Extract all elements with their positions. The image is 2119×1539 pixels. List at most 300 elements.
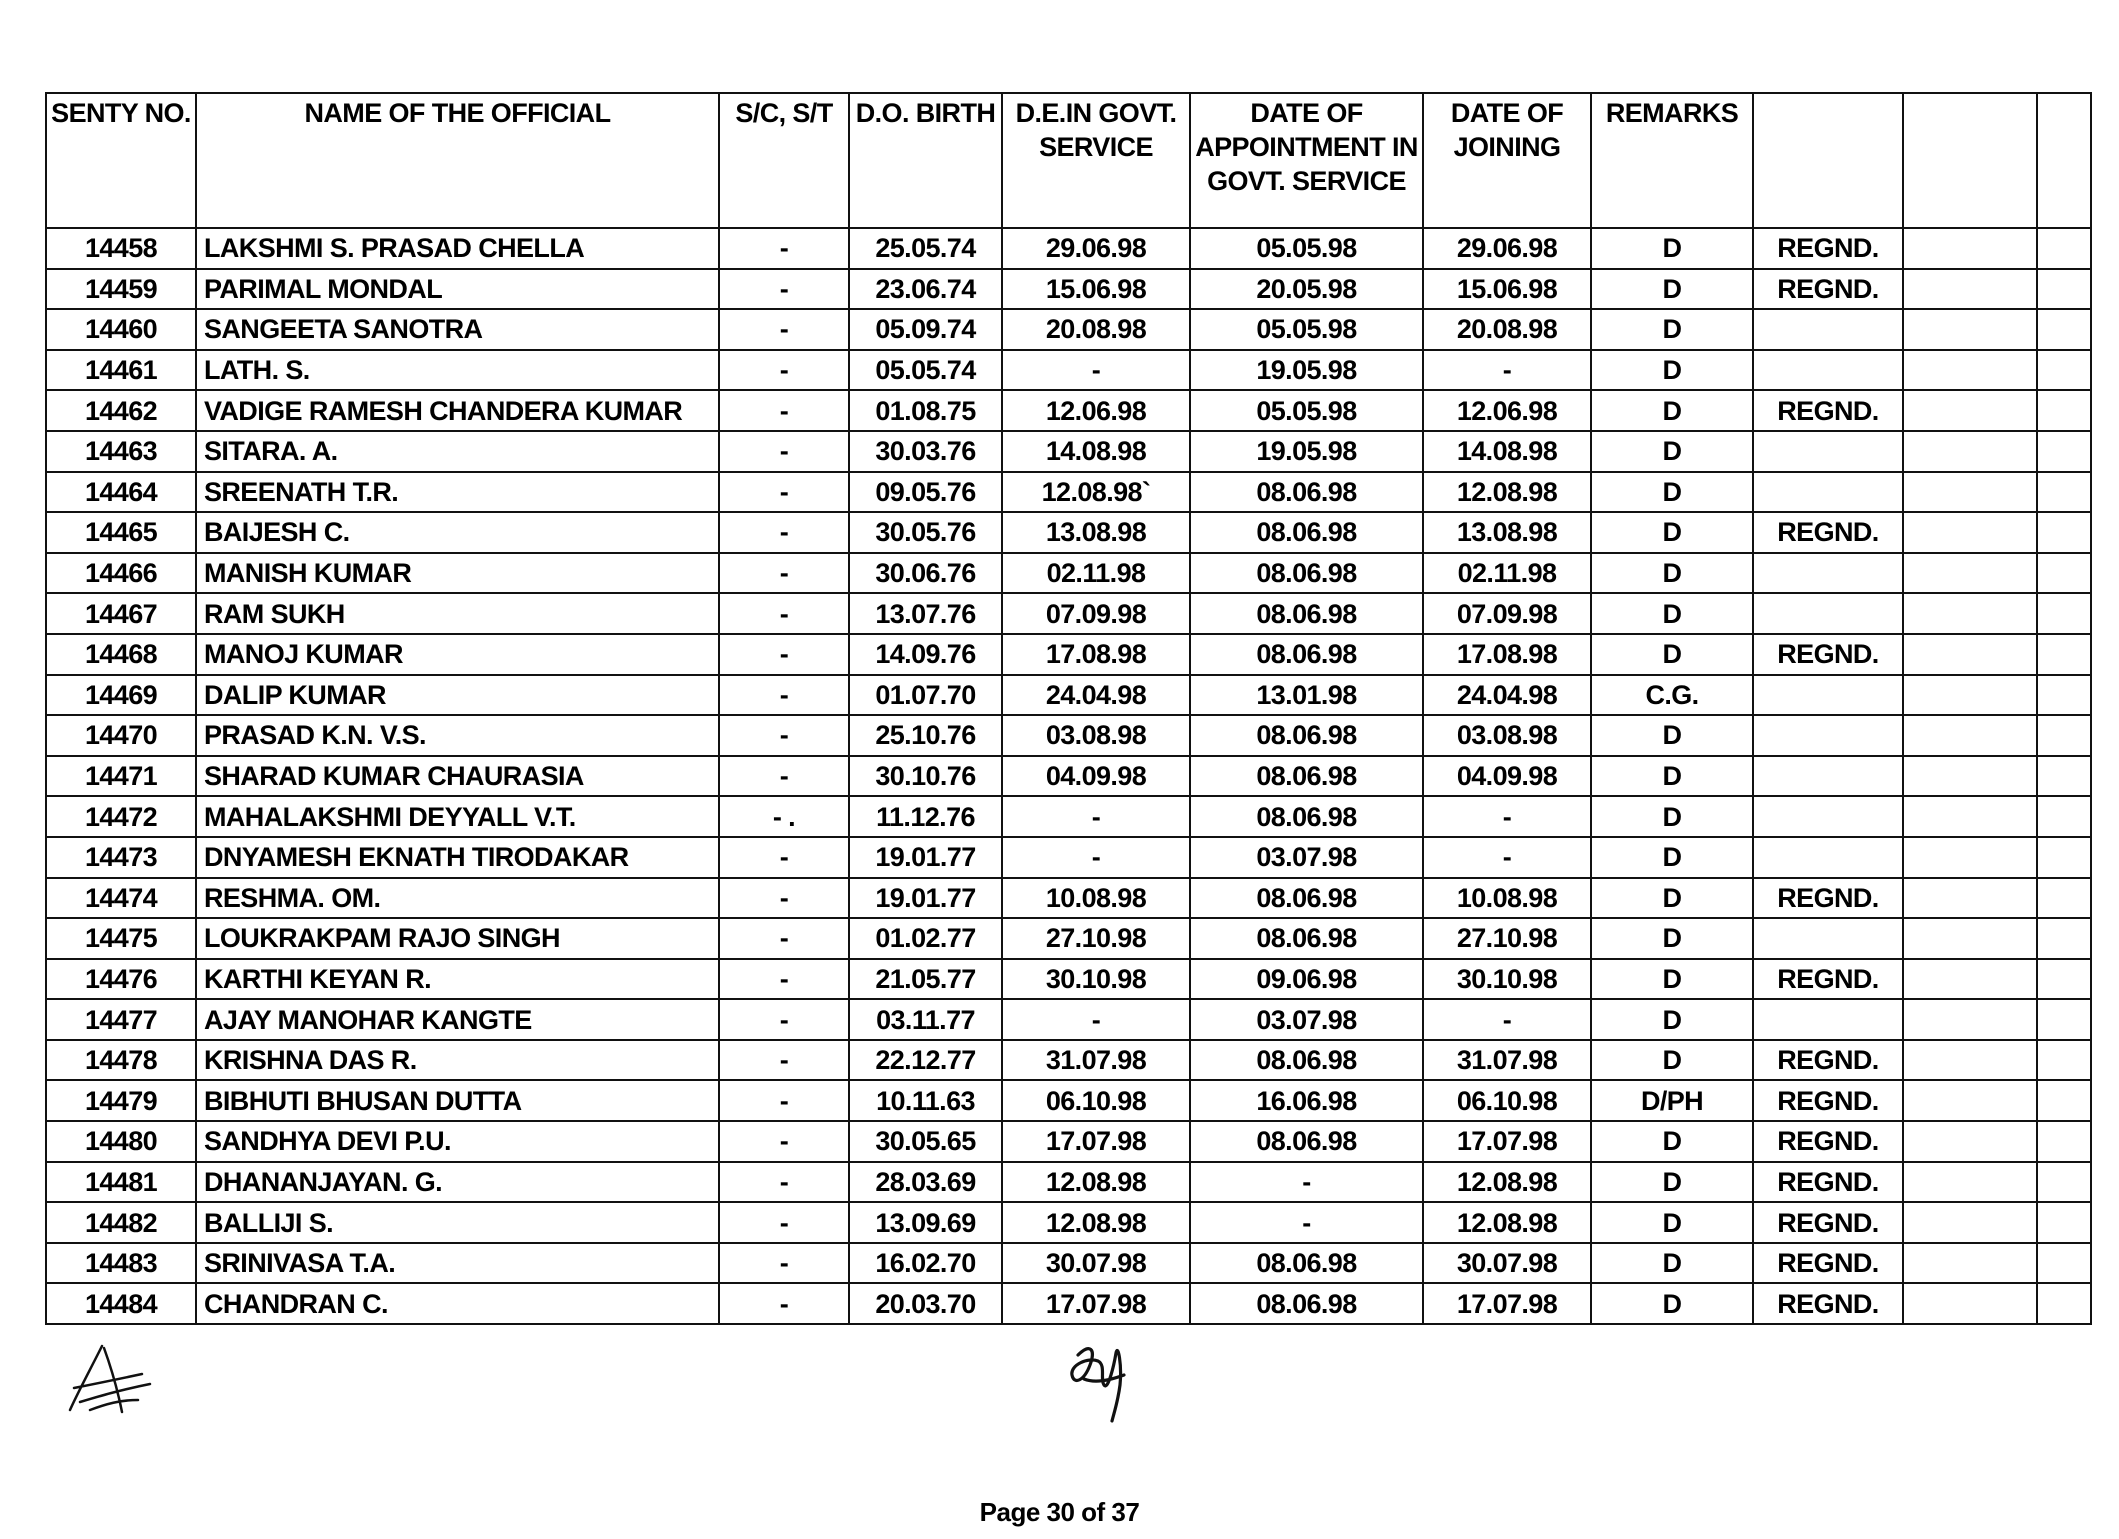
column-header: NAME OF THE OFFICIAL [196, 93, 719, 228]
senty-no-cell: 14478 [46, 1040, 196, 1081]
blank-cell [2037, 512, 2091, 553]
date-of-birth-cell: 13.07.76 [849, 593, 1002, 634]
remarks-code-cell: D/PH [1591, 1080, 1753, 1121]
remarks-status-cell: REGND. [1753, 1040, 1903, 1081]
official-name-cell: MANOJ KUMAR [196, 634, 719, 675]
date-of-birth-cell: 05.09.74 [849, 309, 1002, 350]
sc-st-cell: - [719, 999, 849, 1040]
remarks-status-cell [1753, 675, 1903, 716]
sc-st-cell: - [719, 634, 849, 675]
senty-no-cell: 14458 [46, 228, 196, 269]
sc-st-cell: - [719, 1080, 849, 1121]
blank-cell [1903, 350, 2037, 391]
remarks-status-cell [1753, 756, 1903, 797]
senty-no-cell: 14473 [46, 837, 196, 878]
senty-no-cell: 14483 [46, 1243, 196, 1284]
remarks-status-cell: REGND. [1753, 512, 1903, 553]
date-of-joining-cell: - [1423, 796, 1591, 837]
table-row [46, 1243, 2091, 1284]
date-of-birth-cell: 16.02.70 [849, 1243, 1002, 1284]
remarks-code-cell: D [1591, 918, 1753, 959]
date-of-appointment-cell: 08.06.98 [1190, 634, 1423, 675]
column-header: REMARKS [1591, 93, 1753, 228]
remarks-code-cell: D [1591, 837, 1753, 878]
remarks-code-cell: D [1591, 796, 1753, 837]
remarks-status-cell: REGND. [1753, 1121, 1903, 1162]
blank-cell [1903, 1040, 2037, 1081]
remarks-code-cell: D [1591, 553, 1753, 594]
senty-no-cell: 14484 [46, 1283, 196, 1324]
blank-cell [1903, 918, 2037, 959]
remarks-code-cell: D [1591, 878, 1753, 919]
column-header [2037, 93, 2091, 228]
date-of-appointment-cell: - [1190, 1202, 1423, 1243]
senty-no-cell: 14468 [46, 634, 196, 675]
remarks-code-cell: D [1591, 431, 1753, 472]
date-of-birth-cell: 13.09.69 [849, 1202, 1002, 1243]
date-of-appointment-cell: 05.05.98 [1190, 309, 1423, 350]
sc-st-cell: - [719, 675, 849, 716]
de-in-govt-service-cell: 03.08.98 [1002, 715, 1190, 756]
table-row [46, 999, 2091, 1040]
blank-cell [2037, 390, 2091, 431]
de-in-govt-service-cell: 07.09.98 [1002, 593, 1190, 634]
date-of-appointment-cell: 05.05.98 [1190, 390, 1423, 431]
date-of-birth-cell: 11.12.76 [849, 796, 1002, 837]
official-name-cell: VADIGE RAMESH CHANDERA KUMAR [196, 390, 719, 431]
senty-no-cell: 14479 [46, 1080, 196, 1121]
de-in-govt-service-cell: 17.07.98 [1002, 1121, 1190, 1162]
de-in-govt-service-cell: 12.08.98` [1002, 472, 1190, 513]
date-of-joining-cell: 20.08.98 [1423, 309, 1591, 350]
date-of-appointment-cell: 08.06.98 [1190, 715, 1423, 756]
table-row [46, 634, 2091, 675]
column-header: SENTY NO. [46, 93, 196, 228]
blank-cell [2037, 999, 2091, 1040]
sc-st-cell: - [719, 1243, 849, 1284]
blank-cell [1903, 1243, 2037, 1284]
date-of-birth-cell: 30.05.76 [849, 512, 1002, 553]
date-of-joining-cell: 12.08.98 [1423, 1202, 1591, 1243]
sc-st-cell: - [719, 390, 849, 431]
de-in-govt-service-cell: 30.07.98 [1002, 1243, 1190, 1284]
table-row [46, 390, 2091, 431]
sc-st-cell: - [719, 593, 849, 634]
blank-cell [1903, 390, 2037, 431]
remarks-code-cell: D [1591, 472, 1753, 513]
official-name-cell: SITARA. A. [196, 431, 719, 472]
table-row [46, 1080, 2091, 1121]
de-in-govt-service-cell: 20.08.98 [1002, 309, 1190, 350]
blank-cell [1903, 675, 2037, 716]
blank-cell [2037, 309, 2091, 350]
de-in-govt-service-cell: - [1002, 350, 1190, 391]
date-of-birth-cell: 25.10.76 [849, 715, 1002, 756]
remarks-status-cell [1753, 350, 1903, 391]
de-in-govt-service-cell: 04.09.98 [1002, 756, 1190, 797]
column-header: S/C, S/T [719, 93, 849, 228]
date-of-joining-cell: 12.06.98 [1423, 390, 1591, 431]
date-of-birth-cell: 05.05.74 [849, 350, 1002, 391]
table-body [46, 228, 2091, 1324]
date-of-appointment-cell: - [1190, 1162, 1423, 1203]
official-name-cell: LATH. S. [196, 350, 719, 391]
table-row [46, 472, 2091, 513]
senty-no-cell: 14480 [46, 1121, 196, 1162]
blank-cell [1903, 634, 2037, 675]
blank-cell [1903, 1121, 2037, 1162]
de-in-govt-service-cell: 17.07.98 [1002, 1283, 1190, 1324]
remarks-code-cell: D [1591, 593, 1753, 634]
senty-no-cell: 14471 [46, 756, 196, 797]
remarks-status-cell [1753, 472, 1903, 513]
blank-cell [2037, 1243, 2091, 1284]
senty-no-cell: 14469 [46, 675, 196, 716]
blank-cell [2037, 675, 2091, 716]
date-of-joining-cell: - [1423, 837, 1591, 878]
remarks-status-cell [1753, 593, 1903, 634]
date-of-joining-cell: 10.08.98 [1423, 878, 1591, 919]
date-of-joining-cell: 31.07.98 [1423, 1040, 1591, 1081]
date-of-birth-cell: 30.03.76 [849, 431, 1002, 472]
date-of-joining-cell: 12.08.98 [1423, 472, 1591, 513]
table-row [46, 512, 2091, 553]
date-of-appointment-cell: 08.06.98 [1190, 918, 1423, 959]
date-of-birth-cell: 01.07.70 [849, 675, 1002, 716]
official-name-cell: LAKSHMI S. PRASAD CHELLA [196, 228, 719, 269]
date-of-birth-cell: 19.01.77 [849, 878, 1002, 919]
remarks-code-cell: D [1591, 390, 1753, 431]
table-row [46, 228, 2091, 269]
date-of-birth-cell: 10.11.63 [849, 1080, 1002, 1121]
senty-no-cell: 14460 [46, 309, 196, 350]
blank-cell [2037, 634, 2091, 675]
column-header: DATE OF JOINING [1423, 93, 1591, 228]
remarks-status-cell: REGND. [1753, 634, 1903, 675]
official-name-cell: LOUKRAKPAM RAJO SINGH [196, 918, 719, 959]
remarks-status-cell: REGND. [1753, 1162, 1903, 1203]
date-of-appointment-cell: 08.06.98 [1190, 512, 1423, 553]
blank-cell [2037, 431, 2091, 472]
date-of-appointment-cell: 03.07.98 [1190, 999, 1423, 1040]
senty-no-cell: 14465 [46, 512, 196, 553]
table-row [46, 1283, 2091, 1324]
column-header: DATE OF APPOINTMENT IN GOVT. SERVICE [1190, 93, 1423, 228]
official-name-cell: DNYAMESH EKNATH TIRODAKAR [196, 837, 719, 878]
de-in-govt-service-cell: - [1002, 796, 1190, 837]
blank-cell [1903, 756, 2037, 797]
date-of-appointment-cell: 08.06.98 [1190, 1040, 1423, 1081]
blank-cell [1903, 593, 2037, 634]
de-in-govt-service-cell: 02.11.98 [1002, 553, 1190, 594]
official-name-cell: AJAY MANOHAR KANGTE [196, 999, 719, 1040]
remarks-status-cell: REGND. [1753, 1243, 1903, 1284]
date-of-joining-cell: 04.09.98 [1423, 756, 1591, 797]
date-of-birth-cell: 01.02.77 [849, 918, 1002, 959]
senty-no-cell: 14474 [46, 878, 196, 919]
date-of-appointment-cell: 20.05.98 [1190, 269, 1423, 310]
date-of-birth-cell: 03.11.77 [849, 999, 1002, 1040]
remarks-status-cell: REGND. [1753, 228, 1903, 269]
table-row [46, 309, 2091, 350]
blank-cell [2037, 553, 2091, 594]
de-in-govt-service-cell: 13.08.98 [1002, 512, 1190, 553]
date-of-appointment-cell: 08.06.98 [1190, 796, 1423, 837]
blank-cell [2037, 837, 2091, 878]
remarks-code-cell: D [1591, 634, 1753, 675]
date-of-joining-cell: - [1423, 350, 1591, 391]
de-in-govt-service-cell: 17.08.98 [1002, 634, 1190, 675]
remarks-code-cell: D [1591, 1040, 1753, 1081]
remarks-status-cell: REGND. [1753, 1080, 1903, 1121]
de-in-govt-service-cell: 31.07.98 [1002, 1040, 1190, 1081]
remarks-code-cell: C.G. [1591, 675, 1753, 716]
remarks-code-cell: D [1591, 999, 1753, 1040]
sc-st-cell: - [719, 309, 849, 350]
date-of-appointment-cell: 19.05.98 [1190, 350, 1423, 391]
table-row [46, 756, 2091, 797]
sc-st-cell: - [719, 756, 849, 797]
date-of-appointment-cell: 08.06.98 [1190, 1283, 1423, 1324]
official-name-cell: SANGEETA SANOTRA [196, 309, 719, 350]
signature-left-icon [60, 1340, 160, 1420]
remarks-status-cell [1753, 309, 1903, 350]
official-name-cell: RAM SUKH [196, 593, 719, 634]
table-row [46, 878, 2091, 919]
date-of-birth-cell: 21.05.77 [849, 959, 1002, 1000]
date-of-joining-cell: 27.10.98 [1423, 918, 1591, 959]
sc-st-cell: - [719, 959, 849, 1000]
remarks-code-cell: D [1591, 309, 1753, 350]
official-name-cell: SHARAD KUMAR CHAURASIA [196, 756, 719, 797]
remarks-code-cell: D [1591, 228, 1753, 269]
remarks-code-cell: D [1591, 1162, 1753, 1203]
date-of-birth-cell: 28.03.69 [849, 1162, 1002, 1203]
date-of-joining-cell: 29.06.98 [1423, 228, 1591, 269]
blank-cell [2037, 593, 2091, 634]
date-of-appointment-cell: 08.06.98 [1190, 1121, 1423, 1162]
column-header [1753, 93, 1903, 228]
remarks-status-cell [1753, 918, 1903, 959]
blank-cell [1903, 999, 2037, 1040]
de-in-govt-service-cell: 10.08.98 [1002, 878, 1190, 919]
official-name-cell: DHANANJAYAN. G. [196, 1162, 719, 1203]
senty-no-cell: 14466 [46, 553, 196, 594]
remarks-status-cell: REGND. [1753, 959, 1903, 1000]
official-name-cell: MANISH KUMAR [196, 553, 719, 594]
date-of-appointment-cell: 08.06.98 [1190, 472, 1423, 513]
sc-st-cell: - [719, 715, 849, 756]
blank-cell [2037, 1080, 2091, 1121]
sc-st-cell: - [719, 269, 849, 310]
blank-cell [2037, 918, 2091, 959]
remarks-status-cell [1753, 715, 1903, 756]
remarks-code-cell: D [1591, 1202, 1753, 1243]
sc-st-cell: - . [719, 796, 849, 837]
date-of-appointment-cell: 08.06.98 [1190, 878, 1423, 919]
date-of-birth-cell: 25.05.74 [849, 228, 1002, 269]
remarks-status-cell: REGND. [1753, 1283, 1903, 1324]
sc-st-cell: - [719, 1162, 849, 1203]
blank-cell [1903, 269, 2037, 310]
official-name-cell: MAHALAKSHMI DEYYALL V.T. [196, 796, 719, 837]
official-name-cell: SANDHYA DEVI P.U. [196, 1121, 719, 1162]
de-in-govt-service-cell: - [1002, 999, 1190, 1040]
date-of-birth-cell: 01.08.75 [849, 390, 1002, 431]
sc-st-cell: - [719, 1202, 849, 1243]
de-in-govt-service-cell: 12.08.98 [1002, 1162, 1190, 1203]
signature-center-icon [1060, 1335, 1140, 1425]
sc-st-cell: - [719, 553, 849, 594]
date-of-joining-cell: 06.10.98 [1423, 1080, 1591, 1121]
blank-cell [2037, 1202, 2091, 1243]
senty-no-cell: 14475 [46, 918, 196, 959]
date-of-birth-cell: 30.05.65 [849, 1121, 1002, 1162]
column-header: D.E.IN GOVT. SERVICE [1002, 93, 1190, 228]
table-row [46, 918, 2091, 959]
blank-cell [2037, 472, 2091, 513]
remarks-code-cell: D [1591, 959, 1753, 1000]
senty-no-cell: 14464 [46, 472, 196, 513]
senty-no-cell: 14470 [46, 715, 196, 756]
header-row [46, 93, 2091, 228]
remarks-status-cell: REGND. [1753, 390, 1903, 431]
date-of-birth-cell: 19.01.77 [849, 837, 1002, 878]
table-row [46, 553, 2091, 594]
date-of-appointment-cell: 19.05.98 [1190, 431, 1423, 472]
date-of-joining-cell: 14.08.98 [1423, 431, 1591, 472]
senty-no-cell: 14463 [46, 431, 196, 472]
blank-cell [1903, 878, 2037, 919]
date-of-birth-cell: 20.03.70 [849, 1283, 1002, 1324]
sc-st-cell: - [719, 350, 849, 391]
sc-st-cell: - [719, 837, 849, 878]
official-name-cell: PARIMAL MONDAL [196, 269, 719, 310]
blank-cell [1903, 796, 2037, 837]
date-of-joining-cell: 12.08.98 [1423, 1162, 1591, 1203]
remarks-code-cell: D [1591, 1243, 1753, 1284]
table-row [46, 593, 2091, 634]
table-row [46, 431, 2091, 472]
sc-st-cell: - [719, 472, 849, 513]
senty-no-cell: 14482 [46, 1202, 196, 1243]
remarks-status-cell [1753, 837, 1903, 878]
sc-st-cell: - [719, 228, 849, 269]
blank-cell [1903, 431, 2037, 472]
sc-st-cell: - [719, 512, 849, 553]
blank-cell [1903, 837, 2037, 878]
official-name-cell: DALIP KUMAR [196, 675, 719, 716]
date-of-joining-cell: 15.06.98 [1423, 269, 1591, 310]
column-header: D.O. BIRTH [849, 93, 1002, 228]
date-of-birth-cell: 09.05.76 [849, 472, 1002, 513]
date-of-appointment-cell: 16.06.98 [1190, 1080, 1423, 1121]
remarks-status-cell [1753, 999, 1903, 1040]
de-in-govt-service-cell: - [1002, 837, 1190, 878]
remarks-code-cell: D [1591, 1121, 1753, 1162]
remarks-status-cell [1753, 431, 1903, 472]
blank-cell [1903, 512, 2037, 553]
official-name-cell: SREENATH T.R. [196, 472, 719, 513]
remarks-status-cell [1753, 796, 1903, 837]
blank-cell [2037, 350, 2091, 391]
de-in-govt-service-cell: 12.06.98 [1002, 390, 1190, 431]
official-name-cell: BIBHUTI BHUSAN DUTTA [196, 1080, 719, 1121]
table-row [46, 1121, 2091, 1162]
date-of-joining-cell: 17.07.98 [1423, 1283, 1591, 1324]
date-of-joining-cell: 03.08.98 [1423, 715, 1591, 756]
blank-cell [2037, 228, 2091, 269]
remarks-code-cell: D [1591, 715, 1753, 756]
official-name-cell: PRASAD K.N. V.S. [196, 715, 719, 756]
date-of-birth-cell: 30.06.76 [849, 553, 1002, 594]
blank-cell [2037, 959, 2091, 1000]
table-row [46, 675, 2091, 716]
blank-cell [2037, 269, 2091, 310]
page-number: Page 30 of 37 [979, 1497, 1140, 1527]
de-in-govt-service-cell: 14.08.98 [1002, 431, 1190, 472]
official-name-cell: SRINIVASA T.A. [196, 1243, 719, 1284]
de-in-govt-service-cell: 24.04.98 [1002, 675, 1190, 716]
blank-cell [1903, 472, 2037, 513]
remarks-code-cell: D [1591, 512, 1753, 553]
sc-st-cell: - [719, 1040, 849, 1081]
sc-st-cell: - [719, 878, 849, 919]
official-name-cell: KARTHI KEYAN R. [196, 959, 719, 1000]
blank-cell [2037, 715, 2091, 756]
blank-cell [1903, 1080, 2037, 1121]
blank-cell [1903, 553, 2037, 594]
blank-cell [1903, 1283, 2037, 1324]
senty-no-cell: 14467 [46, 593, 196, 634]
seniority-table [45, 92, 2092, 1325]
blank-cell [2037, 796, 2091, 837]
de-in-govt-service-cell: 30.10.98 [1002, 959, 1190, 1000]
senty-no-cell: 14472 [46, 796, 196, 837]
date-of-joining-cell: 17.08.98 [1423, 634, 1591, 675]
table-row [46, 350, 2091, 391]
date-of-joining-cell: 24.04.98 [1423, 675, 1591, 716]
blank-cell [1903, 959, 2037, 1000]
senty-no-cell: 14476 [46, 959, 196, 1000]
sc-st-cell: - [719, 1283, 849, 1324]
official-name-cell: BALLIJI S. [196, 1202, 719, 1243]
remarks-code-cell: D [1591, 269, 1753, 310]
blank-cell [2037, 1121, 2091, 1162]
table-row [46, 1162, 2091, 1203]
official-name-cell: BAIJESH C. [196, 512, 719, 553]
table-row [46, 796, 2091, 837]
remarks-status-cell: REGND. [1753, 269, 1903, 310]
de-in-govt-service-cell: 15.06.98 [1002, 269, 1190, 310]
table-row [46, 1040, 2091, 1081]
senty-no-cell: 14481 [46, 1162, 196, 1203]
date-of-appointment-cell: 08.06.98 [1190, 1243, 1423, 1284]
date-of-birth-cell: 14.09.76 [849, 634, 1002, 675]
sc-st-cell: - [719, 431, 849, 472]
date-of-joining-cell: 17.07.98 [1423, 1121, 1591, 1162]
date-of-joining-cell: 30.10.98 [1423, 959, 1591, 1000]
remarks-status-cell [1753, 553, 1903, 594]
de-in-govt-service-cell: 29.06.98 [1002, 228, 1190, 269]
date-of-appointment-cell: 05.05.98 [1190, 228, 1423, 269]
senty-no-cell: 14461 [46, 350, 196, 391]
blank-cell [1903, 228, 2037, 269]
date-of-birth-cell: 22.12.77 [849, 1040, 1002, 1081]
table-row [46, 269, 2091, 310]
remarks-code-cell: D [1591, 756, 1753, 797]
senty-no-cell: 14459 [46, 269, 196, 310]
